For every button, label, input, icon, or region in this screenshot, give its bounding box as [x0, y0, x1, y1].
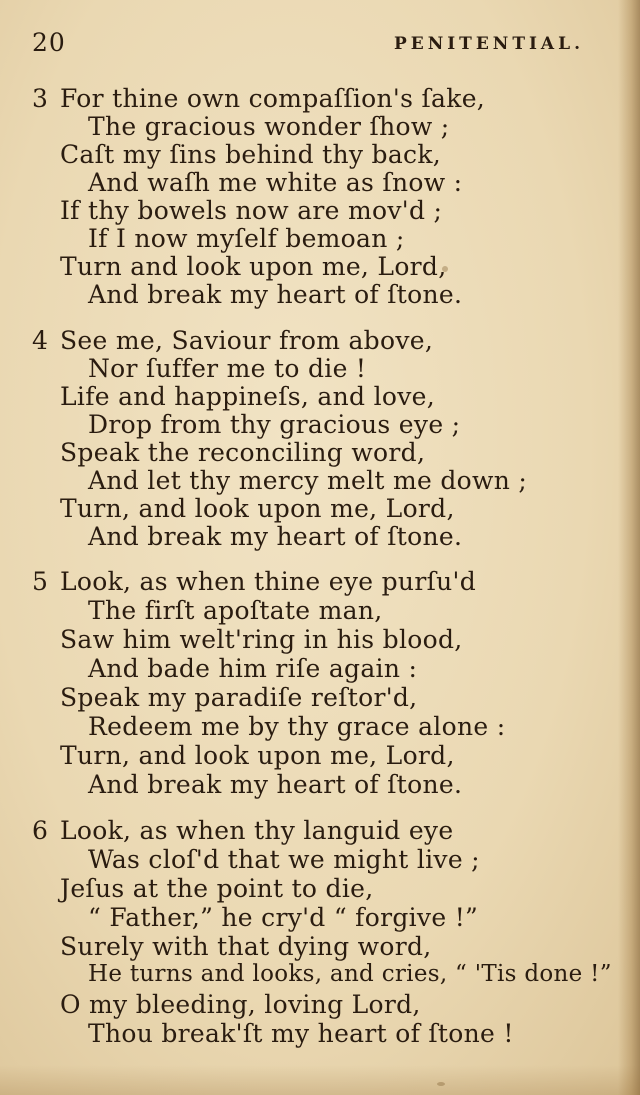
verse-line: See me, Saviour from above, [60, 326, 434, 355]
page-header [32, 28, 588, 62]
verse-line: Jeſus at the point to die, [60, 874, 374, 903]
verse-line: And break my heart of ſtone. [88, 770, 463, 799]
stanza-number: 6 [32, 816, 48, 845]
page-edge-shadow [618, 0, 640, 1095]
verse-line: Look, as when thy languid eye [60, 816, 454, 845]
verse-line: Turn and look upon me, Lord, [60, 252, 447, 281]
verse-line: “ Father,” he cry'd “ forgive !” [88, 903, 479, 932]
verse-line: The firſt apoſtate man, [88, 596, 383, 625]
verse-line: And waſh me white as ſnow : [88, 168, 463, 197]
verse-line: The gracious wonder ſhow ; [88, 112, 450, 141]
verse-line: Nor ſuffer me to die ! [88, 354, 367, 383]
verse-line: Look, as when thine eye purſu'd [60, 567, 477, 596]
verse-line: If thy bowels now are mov'd ; [60, 196, 443, 225]
verse-line: Was cloſ'd that we might live ; [88, 845, 480, 874]
verse-line: Speak the reconciling word, [60, 438, 426, 467]
verse-line: Surely with that dying word, [60, 932, 432, 961]
page-bottom-shadow [0, 1065, 640, 1095]
verse-line: And break my heart of ſtone. [88, 522, 463, 551]
verse-line: Turn, and look upon me, Lord, [60, 741, 455, 770]
stanza-number: 3 [32, 84, 48, 113]
verse-line: And bade him riſe again : [88, 654, 418, 683]
verse-line: Speak my paradiſe reſtor'd, [60, 683, 418, 712]
stanza-number: 4 [32, 326, 48, 355]
verse-line: For thine own compaſſion's ſake, [60, 84, 486, 113]
verse-line: Redeem me by thy grace alone : [88, 712, 506, 741]
verse-line: Thou break'ſt my heart of ſtone ! [88, 1019, 514, 1048]
verse-line: O my bleeding, loving Lord, [60, 990, 421, 1019]
verse-line: If I now myſelf bemoan ; [88, 224, 405, 253]
verse-line: Drop from thy gracious eye ; [88, 410, 461, 439]
verse-line: Life and happineſs, and love, [60, 382, 435, 411]
verse-line: And let thy mercy melt me down ; [88, 466, 528, 495]
verse-line: He turns and looks, and cries, “ 'Tis done !” [88, 961, 612, 987]
verse-line: Turn, and look upon me, Lord, [60, 494, 455, 523]
stanza-number: 5 [32, 567, 48, 596]
verse-line: Saw him welt'ring in his blood, [60, 625, 463, 654]
running-head: PENITENTIAL. [393, 34, 584, 54]
foxing-spot [437, 1082, 445, 1086]
verse-line: And break my heart of ſtone. [88, 280, 463, 309]
page-number: 20 [32, 28, 66, 57]
verse-line: Caſt my ſins behind thy back, [60, 140, 442, 169]
